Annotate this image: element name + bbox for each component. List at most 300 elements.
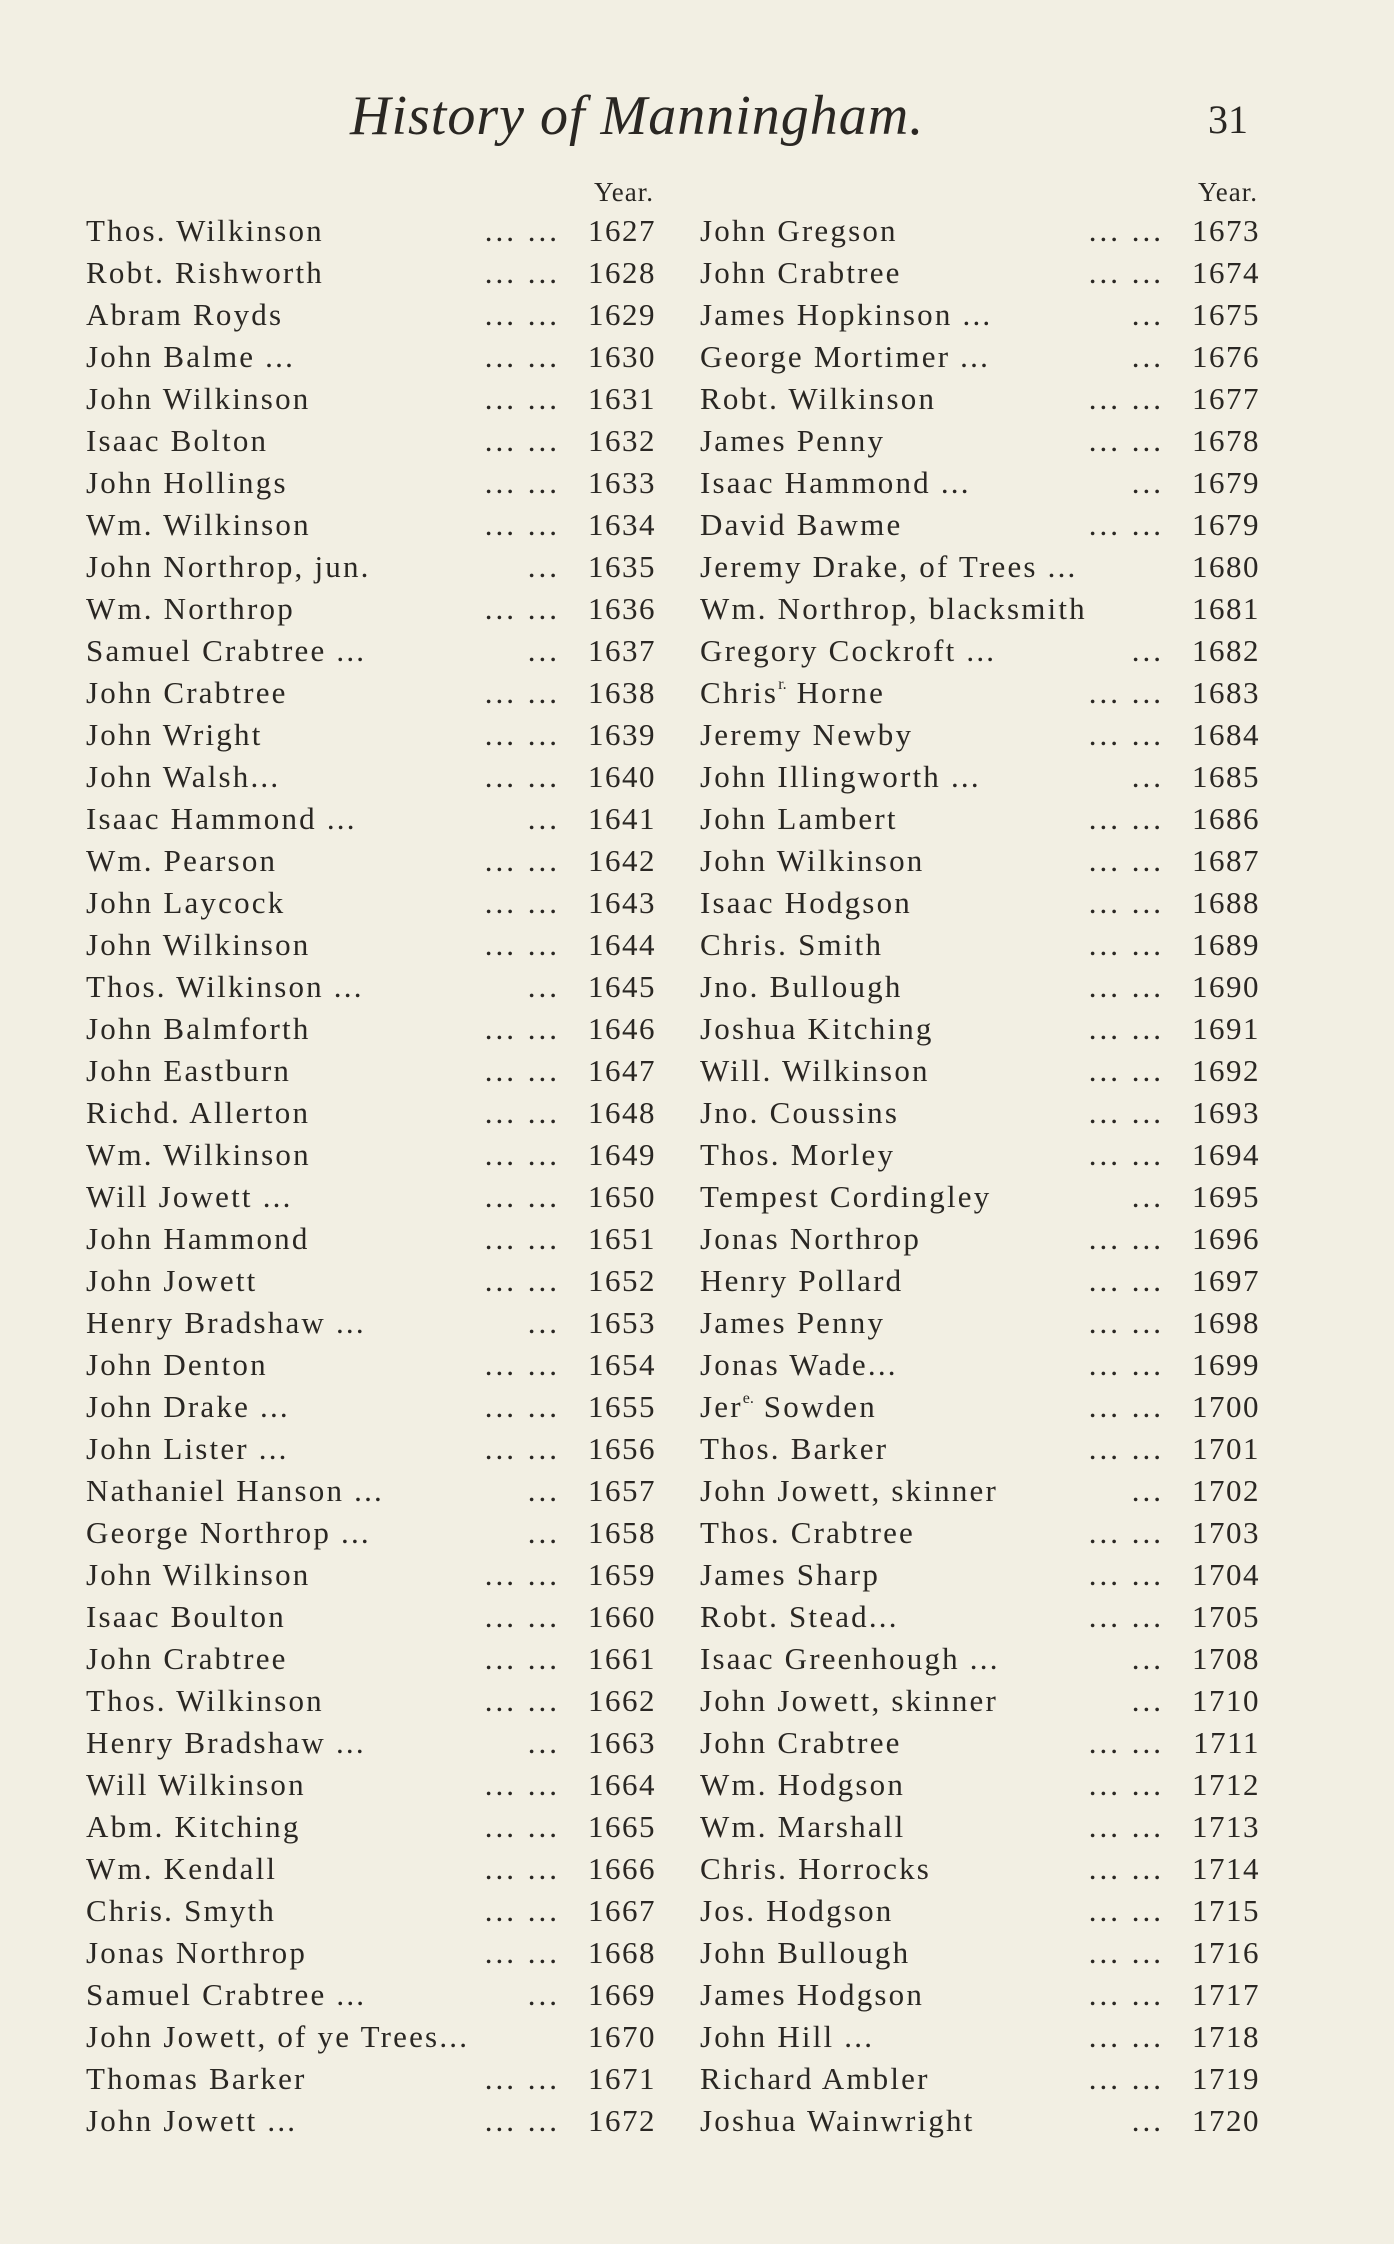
list-item: [700, 1848, 1260, 1890]
person-name: [700, 1554, 880, 1596]
list-item: [86, 2016, 656, 2058]
name-text: Wm. Kendall: [86, 1851, 278, 1886]
leader-dots: ... ...: [484, 1851, 560, 1886]
person-name: [86, 2016, 469, 2058]
leader-dots: ... ...: [484, 1893, 560, 1928]
name-text: John Jowett ...: [86, 2103, 298, 2138]
list-item: [86, 378, 656, 420]
list-item: [86, 966, 656, 1008]
person-name: [86, 1722, 366, 1764]
list-item: [86, 1722, 656, 1764]
person-name: [700, 1176, 991, 1218]
leader-dots: ... ...: [1088, 1347, 1164, 1382]
list-item: [700, 336, 1260, 378]
running-title: History of Manningham.: [350, 85, 925, 147]
person-name: [700, 210, 898, 252]
name-text: James Hopkinson ...: [700, 297, 993, 332]
name-text: Gregory Cockroft ...: [700, 633, 997, 668]
year-value: 1674: [1192, 255, 1260, 290]
leader-dots: ...: [527, 1725, 560, 1760]
name-text: John Hollings: [86, 465, 288, 500]
person-name: [86, 840, 277, 882]
person-name: [700, 1428, 888, 1470]
person-name: [700, 1848, 931, 1890]
person-name: [86, 378, 310, 420]
person-name: [86, 1932, 307, 1974]
year-value: 1651: [588, 1221, 656, 1256]
year-value: 1708: [1192, 1641, 1260, 1676]
list-item: [700, 924, 1260, 966]
person-name: [700, 840, 924, 882]
year-value: 1673: [1192, 213, 1260, 248]
leader-dots: ...: [1131, 633, 1164, 668]
name-text: John Wilkinson: [86, 381, 311, 416]
leader-dots: ... ...: [484, 675, 560, 710]
person-name: [700, 1386, 877, 1428]
person-name: [700, 378, 936, 420]
year-value: 1719: [1192, 2061, 1260, 2096]
year-value: 1684: [1192, 717, 1260, 752]
leader-dots: ... ...: [1088, 507, 1164, 542]
person-name: [86, 1428, 289, 1470]
name-text: John Hill ...: [700, 2019, 875, 2054]
year-value: 1667: [588, 1893, 656, 1928]
year-value: 1628: [588, 255, 656, 290]
person-name: [700, 882, 912, 924]
leader-dots: ...: [1131, 1683, 1164, 1718]
leader-dots: ... ...: [1088, 1263, 1164, 1298]
name-text: Wm. Hodgson: [700, 1767, 906, 1802]
person-name: [86, 798, 357, 840]
list-item: [86, 840, 656, 882]
name-text: Wm. Wilkinson: [86, 1137, 311, 1172]
person-name: [86, 966, 364, 1008]
person-name: [700, 924, 883, 966]
list-item: [700, 2016, 1260, 2058]
name-text: Wm. Northrop, blacksmith: [700, 591, 1087, 626]
person-name: [86, 1386, 290, 1428]
year-value: 1649: [588, 1137, 656, 1172]
year-value: 1678: [1192, 423, 1260, 458]
name-text: James Hodgson: [700, 1977, 925, 2012]
name-text: Richard Ambler: [700, 2061, 930, 2096]
list-item: [700, 1176, 1260, 1218]
person-name: [86, 1680, 324, 1722]
year-value: 1669: [588, 1977, 656, 2012]
year-value: 1679: [1192, 507, 1260, 542]
list-item: [86, 2100, 656, 2142]
person-name: [86, 672, 288, 714]
year-value: 1665: [588, 1809, 656, 1844]
person-name: [86, 1638, 288, 1680]
year-value: 1711: [1193, 1725, 1260, 1760]
person-name: [86, 420, 268, 462]
name-text: Thos. Wilkinson: [86, 213, 324, 248]
list-item: [86, 504, 656, 546]
person-name: [700, 546, 1077, 588]
year-value: 1713: [1192, 1809, 1260, 1844]
name-text: John Balme ...: [86, 339, 296, 374]
year-value: 1647: [588, 1053, 656, 1088]
name-text: John Eastburn: [86, 1053, 292, 1088]
list-item: [700, 1092, 1260, 1134]
name-text: Jno. Bullough: [700, 969, 903, 1004]
year-value: 1670: [588, 2019, 656, 2054]
year-value: 1660: [588, 1599, 656, 1634]
year-value: 1692: [1192, 1053, 1260, 1088]
leader-dots: ...: [1131, 759, 1164, 794]
name-text: Will. Wilkinson: [700, 1053, 930, 1088]
year-value: 1654: [588, 1347, 656, 1382]
person-name: [700, 336, 990, 378]
name-text: John Northrop, jun.: [86, 549, 371, 584]
name-text: Chris. Smyth: [86, 1893, 277, 1928]
name-text: Joshua Wainwright: [700, 2103, 975, 2138]
year-value: 1710: [1192, 1683, 1260, 1718]
name-text: Jos. Hodgson: [700, 1893, 894, 1928]
list-item: [86, 630, 656, 672]
leader-dots: ... ...: [484, 1935, 560, 1970]
person-name: [700, 588, 1087, 630]
year-value: 1686: [1192, 801, 1260, 836]
leader-dots: ... ...: [484, 1179, 560, 1214]
list-item: [86, 1512, 656, 1554]
person-name: [86, 2058, 307, 2100]
person-name: [86, 1092, 310, 1134]
name-text: Henry Bradshaw ...: [86, 1305, 366, 1340]
list-item: [700, 1386, 1260, 1428]
leader-dots: ... ...: [1088, 1851, 1164, 1886]
leader-dots: ... ...: [484, 423, 560, 458]
name-text: Robt. Rishworth: [86, 255, 324, 290]
year-value: 1685: [1192, 759, 1260, 794]
name-text-rest: Sowden: [753, 1389, 877, 1424]
year-value: 1698: [1192, 1305, 1260, 1340]
year-value: 1633: [588, 465, 656, 500]
list-item: [86, 588, 656, 630]
leader-dots: ... ...: [1088, 1515, 1164, 1550]
person-name: [86, 294, 283, 336]
leader-dots: ... ...: [1088, 801, 1164, 836]
list-item: [86, 1260, 656, 1302]
list-item: [700, 1806, 1260, 1848]
leader-dots: ... ...: [1088, 843, 1164, 878]
name-text: John Walsh...: [86, 759, 281, 794]
person-name: [700, 2016, 874, 2058]
leader-dots: ... ...: [484, 885, 560, 920]
leader-dots: ...: [1131, 297, 1164, 332]
list-item: [86, 1596, 656, 1638]
year-value: 1664: [588, 1767, 656, 1802]
leader-dots: ... ...: [484, 1557, 560, 1592]
list-item: [700, 2100, 1260, 2142]
leader-dots: ... ...: [484, 1347, 560, 1382]
leader-dots: ... ...: [1088, 1893, 1164, 1928]
name-text: Isaac Hammond ...: [86, 801, 357, 836]
person-name: [86, 252, 324, 294]
year-value: 1639: [588, 717, 656, 752]
leader-dots: ... ...: [1088, 1389, 1164, 1424]
year-value: 1653: [588, 1305, 656, 1340]
year-value: 1663: [588, 1725, 656, 1760]
year-value: 1679: [1192, 465, 1260, 500]
name-text: Wm. Wilkinson: [86, 507, 311, 542]
name-text: Jonas Northrop: [86, 1935, 308, 1970]
person-name: [700, 1008, 934, 1050]
list-item: [700, 1218, 1260, 1260]
leader-dots: ...: [527, 1473, 560, 1508]
name-text: John Wilkinson: [700, 843, 925, 878]
year-value: 1666: [588, 1851, 656, 1886]
list-item: [86, 1176, 656, 1218]
year-value: 1695: [1192, 1179, 1260, 1214]
leader-dots: ... ...: [1088, 1935, 1164, 1970]
list-item: [86, 924, 656, 966]
entry-list: [86, 210, 656, 2142]
name-text: Jno. Coussins: [700, 1095, 900, 1130]
year-value: 1648: [588, 1095, 656, 1130]
person-name: [700, 966, 903, 1008]
list-item: [700, 672, 1260, 714]
name-text: Thos. Morley: [700, 1137, 896, 1172]
person-name: [700, 1722, 902, 1764]
name-text: Wm. Marshall: [700, 1809, 906, 1844]
name-text: Isaac Hodgson: [700, 885, 912, 920]
year-value: 1720: [1192, 2103, 1260, 2138]
leader-dots: ... ...: [484, 1431, 560, 1466]
list-item: [700, 462, 1260, 504]
person-name: [700, 1680, 998, 1722]
name-text: John Wilkinson: [86, 1557, 311, 1592]
person-name: [700, 1638, 1000, 1680]
list-item: [700, 1512, 1260, 1554]
leader-dots: ...: [1131, 465, 1164, 500]
leader-dots: ... ...: [484, 1263, 560, 1298]
year-value: 1637: [588, 633, 656, 668]
year-value: 1646: [588, 1011, 656, 1046]
list-item: [86, 1050, 656, 1092]
person-name: [86, 756, 280, 798]
name-text: James Penny: [700, 1305, 886, 1340]
year-value: 1690: [1192, 969, 1260, 1004]
leader-dots: ... ...: [1088, 1599, 1164, 1634]
person-name: [86, 1176, 293, 1218]
leader-dots: ... ...: [484, 1599, 560, 1634]
leader-dots: ... ...: [484, 843, 560, 878]
person-name: [86, 1890, 276, 1932]
person-name: [700, 1134, 895, 1176]
list-item: [700, 966, 1260, 1008]
person-name: [700, 798, 898, 840]
year-value: 1703: [1192, 1515, 1260, 1550]
year-value: 1718: [1192, 2019, 1260, 2054]
list-item: [700, 882, 1260, 924]
leader-dots: ... ...: [1088, 1137, 1164, 1172]
year-value: 1650: [588, 1179, 656, 1214]
name-text: Isaac Bolton: [86, 423, 269, 458]
year-value: 1701: [1192, 1431, 1260, 1466]
year-value: 1630: [588, 339, 656, 374]
list-item: [700, 630, 1260, 672]
person-name: [700, 252, 902, 294]
leader-dots: ... ...: [1088, 2019, 1164, 2054]
name-text: John Lambert: [700, 801, 898, 836]
person-name: [700, 462, 971, 504]
year-value: 1638: [588, 675, 656, 710]
year-value: 1700: [1192, 1389, 1260, 1424]
person-name: [86, 210, 324, 252]
leader-dots: ... ...: [484, 2103, 560, 2138]
person-name: [700, 1260, 903, 1302]
person-name: [700, 1890, 893, 1932]
list-item: [700, 1008, 1260, 1050]
list-item: [86, 336, 656, 378]
year-value: 1717: [1192, 1977, 1260, 2012]
list-item: [700, 1764, 1260, 1806]
name-text: Robt. Wilkinson: [700, 381, 937, 416]
list-item: [700, 504, 1260, 546]
name-text: Isaac Hammond ...: [700, 465, 971, 500]
year-value: 1704: [1192, 1557, 1260, 1592]
list-item: [86, 462, 656, 504]
list-item: [86, 882, 656, 924]
list-item: [86, 1680, 656, 1722]
name-text: Isaac Boulton: [86, 1599, 286, 1634]
person-name: [700, 714, 913, 756]
leader-dots: ...: [1131, 1179, 1164, 1214]
year-value: 1657: [588, 1473, 656, 1508]
left-column: [86, 174, 656, 2142]
year-value: 1681: [1192, 591, 1260, 626]
year-value: 1643: [588, 885, 656, 920]
person-name: [86, 882, 285, 924]
leader-dots: ... ...: [1088, 2061, 1164, 2096]
year-value: 1661: [588, 1641, 656, 1676]
person-name: [86, 1260, 257, 1302]
person-name: [700, 1806, 905, 1848]
name-text: John Gregson: [700, 213, 898, 248]
name-text: John Crabtree: [700, 1725, 902, 1760]
year-value: 1705: [1192, 1599, 1260, 1634]
person-name: [700, 1092, 899, 1134]
year-value: 1712: [1192, 1767, 1260, 1802]
name-text: Jeremy Drake, of Trees ...: [700, 549, 1078, 584]
leader-dots: ... ...: [1088, 927, 1164, 962]
leader-dots: ... ...: [1088, 255, 1164, 290]
person-name: [86, 1344, 268, 1386]
list-item: [86, 1428, 656, 1470]
list-item: [700, 1680, 1260, 1722]
list-item: [700, 210, 1260, 252]
leader-dots: ... ...: [1088, 1053, 1164, 1088]
person-name: [700, 1512, 915, 1554]
leader-dots: ... ...: [1088, 1809, 1164, 1844]
year-value: 1696: [1192, 1221, 1260, 1256]
year-value: 1691: [1192, 1011, 1260, 1046]
list-item: [86, 1218, 656, 1260]
person-name: [700, 630, 996, 672]
list-item: [700, 420, 1260, 462]
person-name: [86, 546, 371, 588]
list-item: [86, 210, 656, 252]
list-item: [86, 1344, 656, 1386]
list-item: [86, 798, 656, 840]
leader-dots: ... ...: [484, 1767, 560, 1802]
leader-dots: ... ...: [1088, 1767, 1164, 1802]
person-name: [700, 1974, 924, 2016]
person-name: [700, 1302, 885, 1344]
leader-dots: ... ...: [484, 591, 560, 626]
list-item: [700, 1638, 1260, 1680]
list-item: [86, 420, 656, 462]
year-value: 1697: [1192, 1263, 1260, 1298]
name-text: Jer: [700, 1389, 743, 1424]
name-text: John Jowett, skinner: [700, 1473, 999, 1508]
leader-dots: ... ...: [1088, 423, 1164, 458]
list-item: [86, 1890, 656, 1932]
list-item: [86, 546, 656, 588]
year-value: 1627: [588, 213, 656, 248]
leader-dots: ... ...: [484, 759, 560, 794]
list-item: [700, 252, 1260, 294]
name-text: George Northrop ...: [86, 1515, 371, 1550]
year-value: 1645: [588, 969, 656, 1004]
year-value: 1672: [588, 2103, 656, 2138]
year-value: 1715: [1192, 1893, 1260, 1928]
person-name: [700, 1470, 998, 1512]
year-value: 1675: [1192, 297, 1260, 332]
person-name: [700, 294, 992, 336]
leader-dots: ... ...: [1088, 1977, 1164, 2012]
leader-dots: ... ...: [1088, 1095, 1164, 1130]
entry-list: [700, 210, 1260, 2142]
name-text: Thos. Barker: [700, 1431, 889, 1466]
name-text: John Jowett, skinner: [700, 1683, 999, 1718]
list-item: [700, 378, 1260, 420]
name-text: John Wilkinson: [86, 927, 311, 962]
list-item: [86, 714, 656, 756]
year-value: 1662: [588, 1683, 656, 1718]
list-item: [86, 1638, 656, 1680]
name-text: John Jowett, of ye Trees...: [86, 2019, 470, 2054]
person-name: [700, 1218, 921, 1260]
year-value: 1687: [1192, 843, 1260, 878]
list-item: [700, 294, 1260, 336]
person-name: [86, 924, 310, 966]
year-value: 1641: [588, 801, 656, 836]
leader-dots: ... ...: [484, 1221, 560, 1256]
year-value: 1714: [1192, 1851, 1260, 1886]
leader-dots: ... ...: [484, 213, 560, 248]
person-name: [86, 1596, 286, 1638]
leader-dots: ...: [527, 1305, 560, 1340]
person-name: [86, 462, 288, 504]
name-text: John Bullough: [700, 1935, 911, 1970]
leader-dots: ... ...: [484, 507, 560, 542]
leader-dots: ... ...: [1088, 717, 1164, 752]
person-name: [86, 1134, 311, 1176]
year-value: 1636: [588, 591, 656, 626]
list-item: [86, 294, 656, 336]
list-item: [86, 1848, 656, 1890]
year-value: 1694: [1192, 1137, 1260, 1172]
year-value: 1677: [1192, 381, 1260, 416]
person-name: [86, 1554, 310, 1596]
name-text: Samuel Crabtree ...: [86, 633, 367, 668]
list-item: [700, 588, 1260, 630]
person-name: [86, 588, 295, 630]
name-text: James Penny: [700, 423, 886, 458]
